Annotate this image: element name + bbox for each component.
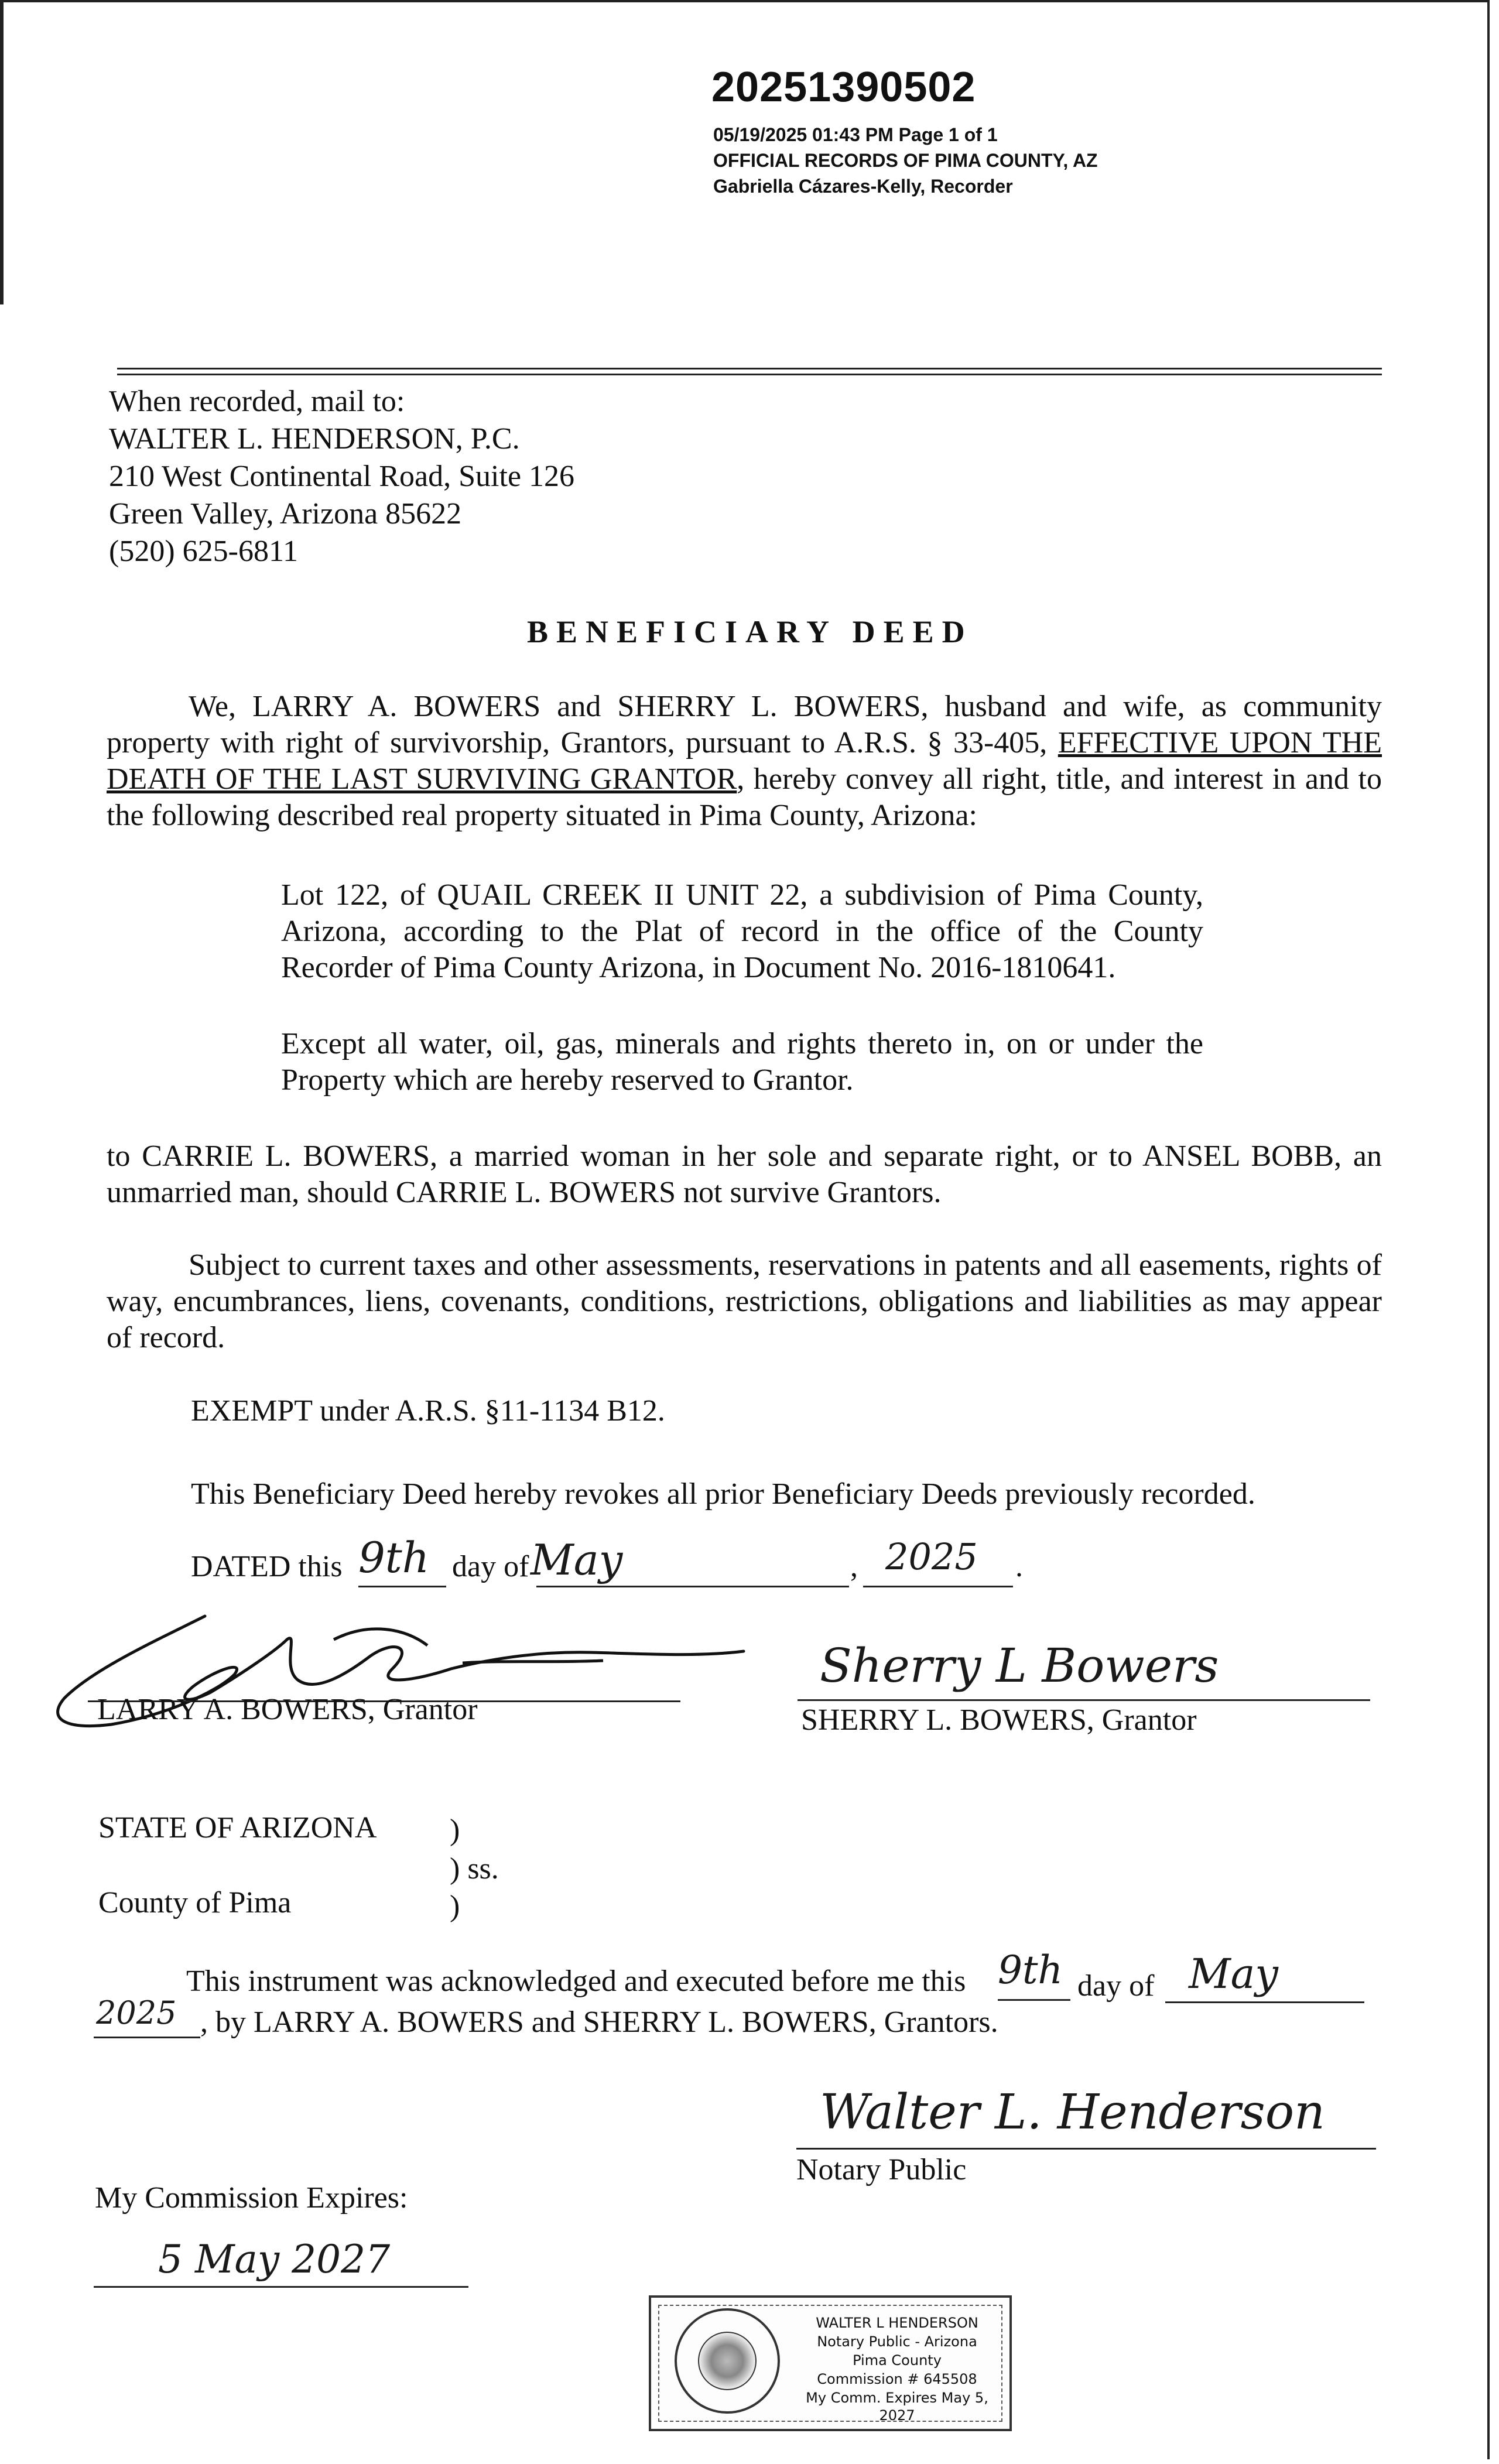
- sherry-grantor-label: SHERRY L. BOWERS, Grantor: [801, 1703, 1197, 1737]
- document-title: BENEFICIARY DEED: [527, 614, 973, 649]
- dated-comma: ,: [850, 1550, 858, 1583]
- legal-description: Lot 122, of QUAIL CREEK II UNIT 22, a subdivision of Pima County, Arizona, according to the Plat of record in the office of the County Recorder of Pima County Arizona, in Document No. 2016-1810641.: [281, 878, 1203, 984]
- stamp-line-expires: My Comm. Expires May 5, 2027: [806, 2390, 988, 2424]
- header-rule-top: [117, 368, 1382, 369]
- venue-state: STATE OF ARIZONA: [98, 1811, 377, 1844]
- venue-ss: ) ss.: [450, 1852, 499, 1885]
- dated-month-handwritten: May: [531, 1535, 623, 1585]
- beneficiaries-paragraph: to CARRIE L. BOWERS, a married woman in her sole and separate right, or to ANSEL BOBB, an unmarried man, should CARRIE L. BOWERS not survive Grantors.: [107, 1139, 1382, 1209]
- document-number: 20251390502: [711, 64, 976, 111]
- stamp-line-title: Notary Public - Arizona: [817, 2333, 977, 2350]
- ack-year-line: [94, 2037, 200, 2038]
- arizona-seal-icon: [675, 2308, 780, 2414]
- grant-paragraph: [107, 689, 1382, 834]
- venue-county: County of Pima: [98, 1886, 292, 1919]
- stamp-line-commission: Commission # 645508: [817, 2371, 977, 2387]
- notary-stamp: [649, 2295, 1012, 2431]
- stamp-line-name: WALTER L HENDERSON: [816, 2315, 978, 2331]
- dated-day-handwritten: 9th: [358, 1533, 430, 1582]
- larry-grantor-label: LARRY A. BOWERS, Grantor: [97, 1693, 478, 1726]
- venue-paren-1: ): [450, 1813, 460, 1847]
- ack-month-line: [1165, 2001, 1364, 2003]
- mail-to-name: WALTER L. HENDERSON, P.C.: [109, 422, 520, 456]
- mail-to-phone: (520) 625-6811: [109, 535, 299, 568]
- dated-prefix: DATED this: [191, 1550, 343, 1583]
- grant-text-b: , hereby convey all right, title, and interest in and to the following described real property situated in Pima County, Arizona:: [107, 762, 1382, 832]
- commission-line: [94, 2286, 468, 2288]
- mail-to-street: 210 West Continental Road, Suite 126: [109, 460, 575, 493]
- grant-text-a: We, LARRY A. BOWERS and SHERRY L. BOWERS, husband and wife, as community property with right of survivorship, Grantors, pursuant to A.R.S. § 33-405,: [107, 690, 1382, 759]
- commission-expires-handwritten: 5 May 2027: [158, 2237, 391, 2282]
- notary-public-label: Notary Public: [796, 2153, 967, 2186]
- mineral-exception: Except all water, oil, gas, minerals and rights thereto in, on or under the Property which are hereby reserved to Grantor.: [281, 1027, 1203, 1097]
- header-rule-bottom: [117, 374, 1382, 375]
- scan-edge: [0, 0, 4, 304]
- notary-signature: Walter L. Henderson: [820, 2085, 1325, 2140]
- notary-signature-line: [796, 2148, 1376, 2150]
- revocation-statement: This Beneficiary Deed hereby revokes all prior Beneficiary Deeds previously recorded.: [191, 1477, 1255, 1511]
- recorder-name: Gabriella Cázares-Kelly, Recorder: [713, 176, 1013, 197]
- ack-day-handwritten: 9th: [998, 1948, 1063, 1993]
- recording-office: OFFICIAL RECORDS OF PIMA COUNTY, AZ: [713, 150, 1098, 171]
- ack-day-line: [998, 1999, 1070, 2001]
- sherry-signature-line: [798, 1699, 1370, 1701]
- grant-effective-clause: EFFECTIVE UPON THE DEATH OF THE LAST SURVIVING GRANTOR: [107, 726, 1382, 796]
- dated-year-line: [863, 1586, 1013, 1587]
- seal-emblem-icon: [698, 2332, 757, 2390]
- ack-month-handwritten: May: [1189, 1950, 1278, 1998]
- recording-timestamp: 05/19/2025 01:43 PM Page 1 of 1: [713, 124, 998, 145]
- acknowledgment-parties: , by LARRY A. BOWERS and SHERRY L. BOWERS, Grantors.: [200, 2006, 998, 2039]
- subject-to-paragraph: Subject to current taxes and other assessments, reservations in patents and all easements, rights of way, encumbrances, liens, covenants, conditions, restrictions, obligations and liabilities as may appear of record.: [107, 1248, 1382, 1354]
- dated-month-line: [536, 1586, 849, 1587]
- ack-day-label: day of: [1077, 1969, 1155, 2003]
- commission-expires-label: My Commission Expires:: [95, 2181, 408, 2215]
- dated-period: .: [1015, 1550, 1023, 1583]
- ack-year-handwritten: 2025: [96, 1994, 177, 2031]
- mail-to-city: Green Valley, Arizona 85622: [109, 497, 462, 531]
- mail-to-heading: When recorded, mail to:: [109, 385, 405, 418]
- dated-day-line: [358, 1586, 446, 1587]
- stamp-line-county: Pima County: [853, 2352, 942, 2369]
- dated-day-label: day of: [452, 1550, 529, 1583]
- exempt-statement: EXEMPT under A.R.S. §11-1134 B12.: [191, 1394, 665, 1428]
- sherry-bowers-signature: Sherry L Bowers: [820, 1638, 1219, 1693]
- dated-year-handwritten: 2025: [885, 1535, 978, 1578]
- venue-paren-3: ): [450, 1890, 460, 1923]
- acknowledgment-text: This instrument was acknowledged and executed before me this: [186, 1965, 966, 1998]
